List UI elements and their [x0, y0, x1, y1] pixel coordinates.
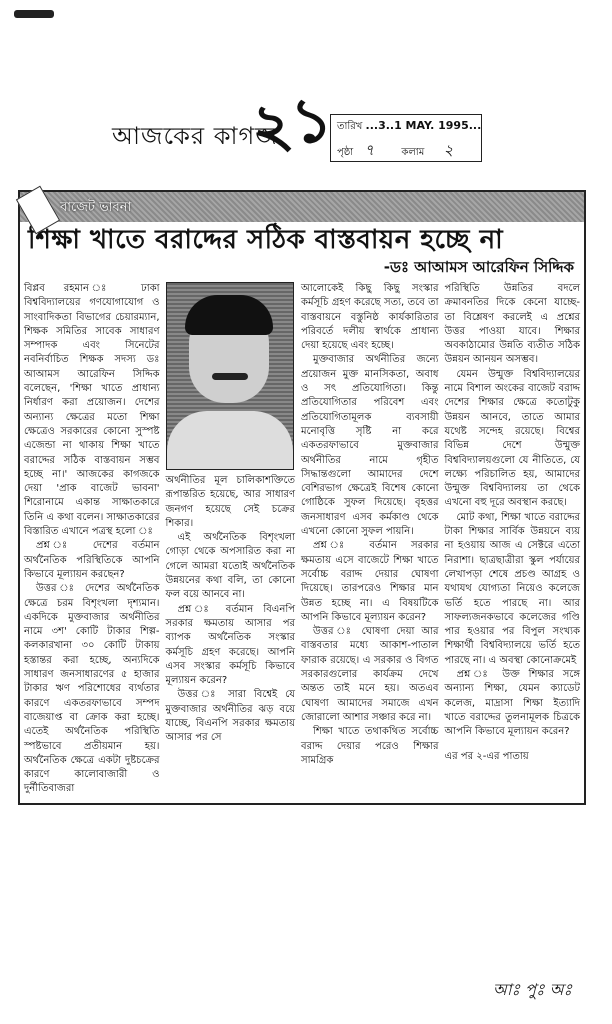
paragraph: প্রশ্ন ঃ বর্তমান বিএনপি সরকার ক্ষমতায় আসার পর ব্যাপক অর্থনৈতিক সংস্কার কর্মসূচি গ্রহণ করেছে। আপনি এসব সংস্কার কর্মসূচি কিভাবে মূল্যায়ন করেন?	[165, 603, 296, 687]
paragraph: প্রশ্ন ঃ উক্ত শিক্ষার সঙ্গে অন্যান্য শিক্ষা, যেমন ক্যাডেট কলেজ, মাদ্রাসা শিক্ষা ইত্যাদি খাতে বরাদ্দের তুলনামূলক চিত্রকে আপনি কিভাবে মূল্যায়ন করেন?	[444, 669, 580, 738]
continued-note: এর পর ২-এর পাতায়	[444, 750, 529, 762]
corner-mark	[14, 10, 54, 18]
handwritten-number: ২১	[246, 80, 337, 165]
section-banner	[20, 190, 584, 222]
archive-stamp	[330, 114, 482, 162]
byline: -ডঃ আআমস আরেফিন সিদ্দিক	[383, 258, 574, 276]
section-banner-label: বাজেট ভাবনা	[60, 200, 132, 215]
paragraph: উত্তর ঃ ঘোষণা দেয়া আর বাস্তবতার মধ্যে আকাশ-পাতাল ফারাক রয়েছে। এ সরকার ও বিগত সরকারগুলোর কার্যক্রম দেখে অন্তত তাই মনে হয়। অতএব ঘোষণা আমাদের সমাজে এখন জোরালো আশার সঞ্চার করে না।	[301, 626, 439, 723]
column-1	[24, 282, 160, 797]
paragraph: উত্তর ঃ দেশের অর্থনৈতিক ক্ষেত্রে চরম বিশৃংখলা দৃশ্যমান। একদিকে মুক্তবাজার অর্থনীতির নামে ৩শ' কোটি টাকার শিল্প-কলকারখানা ৩০ কোটি টাকায় হস্তান্তর করা হচ্ছে, অন্যদিকে সাধারণ জনসাধারণের ৫ হাজার টাকার ঋণ পরিশোধের ব্যর্থতার কারণে একতরফাভাবে সম্পদ বাজেয়াপ্ত বা ক্রোক করা হচ্ছে। এতেই অর্থনৈতিক পরিস্থিতি স্পষ্টভাবে প্রতীয়মান হয়। অর্থনৈতিক ক্ষেত্রে একটা দুষ্টচক্রের কারণে কালোবাজারী ও দুর্নীতিবাজরা	[24, 583, 160, 795]
column-2	[166, 282, 296, 746]
headline: শিক্ষা খাতে বরাদ্দের সঠিক বাস্তবায়ন হচ্ছে না	[28, 225, 504, 255]
paragraph: আলোকেই কিছু কিছু সংস্কার কর্মসূচি গ্রহণ করেছে সত্য, তবে তা বাস্তবায়নে বস্তুনিষ্ঠ কার্যকারিতার পরিবর্তে দলীয় স্বার্থকে প্রাধান্য দেয়া হয়েছে এবং হচ্ছে।	[301, 283, 439, 352]
paragraph: উত্তর ঃ সারা বিশ্বেই যে মুক্তবাজার অর্থনীতির ঝড় বয়ে যাচ্ছে, বিএনপি সরকার ক্ষমতায় আসার পর সে	[165, 689, 296, 744]
paragraph: এই অর্থনৈতিক বিশৃংখলা গোড়া থেকে অপসারিত করা না গেলে আমরা যতোই অর্থনৈতিক উন্নয়নের কথা বলি, তা কোনো ফল বয়ে আনবে না।	[165, 532, 296, 601]
portrait-photo	[166, 282, 294, 470]
column-4	[445, 282, 581, 764]
article-frame	[18, 190, 586, 805]
footer	[0, 957, 612, 1024]
paragraph: পরিস্থিতি উন্নতির বদলে ক্রমাবনতির দিকে কেনো যাচ্ছে- তা বিশ্লেষণ করলেই এ প্রশ্নের উত্তর পাওয়া যাবে। শিক্ষার অবকাঠামোর উন্নতি ব্যতীত সঠিক উন্নয়ন আনয়ন অসম্ভব।	[444, 283, 580, 366]
date-value: ...3..1 MAY. 1995...	[365, 119, 482, 132]
paragraph: যেমন উন্মুক্ত বিশ্ববিদ্যালয়ের নামে বিশাল অংকের বাজেট বরাদ্দ দেশের শিক্ষার ক্ষেত্রে কতোটুকু উন্নয়ন আনবে, তাতে আমার যথেষ্ট সন্দেহ রয়েছে। বিশ্বের বিভিন্ন দেশে উন্মুক্ত বিশ্ববিদ্যালয়গুলো যে নীতিতে, যে লক্ষ্যে পরিচালিত হয়, আমাদের উন্মুক্ত বিশ্ববিদ্যালয় তা থেকে এখনো বহু দূরে অবস্থান করছে।	[444, 368, 580, 509]
paragraph: মোট কথা, শিক্ষা খাতে বরাদ্দের টাকা শিক্ষার সার্বিক উন্নয়নে ব্যয় না হওয়ায় আজ এ সেক্টরে এতো নিরাশা। ছাত্রছাত্রীরা স্কুল পর্যায়ের লেখাপড়া শেষে প্রচণ্ড আগ্রহ ও যথাযথ যোগ্যতা নিয়েও কলেজে ভর্তি হতে পারছে না। আর সাফল্যজনকভাবে কলেজের গণ্ডি পার হওয়ার পর বিপুল সংখ্যক শিক্ষার্থী বিশ্ববিদ্যালয়ে ভর্তি হতে পারছে না। এ অবস্থা কোনোক্রমেই	[444, 511, 580, 666]
date-label: তারিখ	[337, 121, 363, 132]
column-label: কলাম	[401, 147, 425, 158]
page-label: পৃষ্ঠা	[337, 147, 354, 158]
archive-handwritten-mark: আঃ পুঃ অঃ	[492, 980, 572, 999]
paragraph: প্রশ্ন ঃ বর্তমান সরকার ক্ষমতায় এসে বাজেটে শিক্ষা খাতে সর্বোচ্চ বরাদ্দ দেয়ার ঘোষণা দিয়েছে। তারপরেও শিক্ষার মান উন্নত হচ্ছে না। এ বিষয়টিকে আপনি কিভাবে মূল্যায়ন করেন?	[301, 540, 439, 623]
column-value: ২	[443, 141, 454, 159]
paragraph: মুক্তবাজার অর্থনীতির জন্যে প্রয়োজন মুক্ত মানসিকতা, অবাধ ও সৎ প্রতিযোগিতা। কিন্তু প্রতিযোগিতার পরিবেশ এবং প্রতিযোগিতামূলক ব্যবসায়ী মনোবৃত্তি সৃষ্টি না করে একতরফাভাবে মুক্তবাজার অর্থনীতির নামে গৃহীত সিদ্ধান্তগুলো আমাদের দেশে বেশিরভাগ ক্ষেত্রেই বিশেষ কোনো গোষ্ঠিকে সুফল দিয়েছে। বৃহত্তর জনসাধারণ এসব কর্মকাণ্ড থেকে এখনো কোনো সুফল পায়নি।	[301, 354, 439, 538]
newspaper-name: আজকের কাগজ	[112, 122, 278, 150]
paragraph: অর্থনীতির মূল চালিকাশক্তিতে রূপান্তরিত হয়েছে, আর সাধারণ জনগণ হয়েছে সেই চক্রের শিকার।	[165, 475, 296, 529]
column-3	[301, 282, 438, 768]
page-value: ৭	[364, 141, 375, 159]
paragraph: প্রশ্ন ঃ দেশের বর্তমান অর্থনৈতিক পরিস্থিতিকে আপনি কিভাবে মূল্যায়ন করছেন?	[24, 540, 160, 580]
paragraph: বিপ্লব রহমান ঃ ঢাকা বিশ্ববিদ্যালয়ের গণযোগাযোগ ও সাংবাদিকতা বিভাগের চেয়ারম্যান, শিক্ষক সমিতির সাবেক সাধারণ সম্পাদক এবং সিনেটের নবনির্বাচিত শিক্ষক সদস্য ডঃ আআমস আরেফিন সিদ্দিক বলেছেন, 'শিক্ষা খাতে প্রাধান্য নির্ধারণ করা প্রয়োজন। দেশের অন্যান্য ক্ষেত্রের মতো শিক্ষা ক্ষেত্রেও সরকারের কোনো সুস্পষ্ট এজেন্ডা না থাকায় শিক্ষা খাতে বরাদ্দের সঠিক বাস্তবায়ন সম্ভব হচ্ছে না।' আজকের কাগজকে দেয়া 'প্রাক বাজেট ভাবনা' শিরোনামে একান্ত সাক্ষাতকারে তিনি এ কথা বলেন। সাক্ষাতকারের বিস্তারিত এখানে পত্রস্থ হলো ঃ	[24, 283, 160, 538]
article-columns	[20, 280, 584, 803]
paragraph: শিক্ষা খাতে তথাকথিত সর্বোচ্চ বরাদ্দ দেয়ার পরেও শিক্ষার সামগ্রিক	[301, 726, 439, 766]
